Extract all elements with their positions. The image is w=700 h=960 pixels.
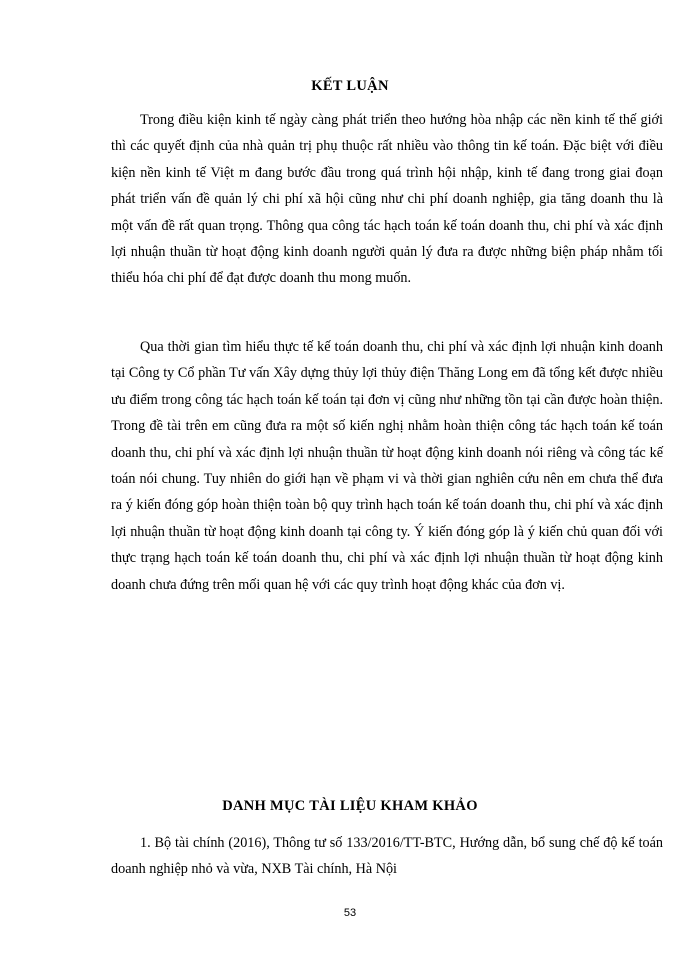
conclusion-paragraph-1: Trong điều kiện kinh tế ngày càng phát triển theo hướng hòa nhập các nền kinh tế thế giới thì các quyết định của nhà quản trị phụ thuộc rất nhiều vào thông tin kế toán. Đặc biệt với điều kiện nền kinh tế Việt m đang bước đầu trong quá trình hội nhập, kinh tế đang trong giai đoạn phát triển vấn đề quản lý chi phí xã hội cũng như chi phí doanh nghiệp, gia tăng doanh thu là một vấn đề rất quan trọng. Thông qua công tác hạch toán kế toán doanh thu, chi phí và xác định lợi nhuận thuần từ hoạt động kinh doanh người quản lý đưa ra được những biện pháp nhằm tối thiểu hóa chi phí để đạt được doanh thu mong muốn. bbox=[111, 112, 663, 287]
conclusion-paragraph-2: Qua thời gian tìm hiểu thực tế kế toán doanh thu, chi phí và xác định lợi nhuận kinh doanh tại Công ty Cổ phần Tư vấn Xây dựng thủy lợi thủy điện Thăng Long em đã tổng kết được nhiều ưu điểm trong công tác hạch toán kế toán tại đơn vị cũng như những tồn tại cần được hoàn thiện. Trong đề tài trên em cũng đưa ra một số kiến nghị nhằm hoàn thiện công tác hạch toán kế toán doanh thu, chi phí và xác định lợi nhuận thuần từ hoạt động kinh doanh nói riêng và công tác kế toán nói chung. Tuy nhiên do giới hạn về phạm vi và thời gian nghiên cứu nên em chưa thể đưa ra ý kiến đóng góp hoàn thiện toàn bộ quy trình hạch toán kế toán doanh thu, chi phí và xác định lợi nhuận thuần từ hoạt động kinh doanh tại công ty. Ý kiến đóng góp là ý kiến chủ quan đối với thực trạng hạch toán kế toán doanh thu, chi phí và xác định lợi nhuận thuần từ hoạt động kinh doanh chưa đứng trên mối quan hệ với các quy trình hoạt động khác của đơn vị. bbox=[111, 339, 663, 593]
references-title: DANH MỤC TÀI LIỆU KHAM KHẢO bbox=[222, 798, 478, 814]
reference-item: 1. Bộ tài chính (2016), Thông tư số 133/2016/TT-BTC, Hướng dẫn, bổ sung chế độ kế toán doanh nghiệp nhỏ và vừa, NXB Tài chính, Hà Nội bbox=[111, 835, 663, 878]
page-number: 53 bbox=[343, 907, 357, 919]
conclusion-title: KẾT LUẬN bbox=[311, 78, 389, 94]
